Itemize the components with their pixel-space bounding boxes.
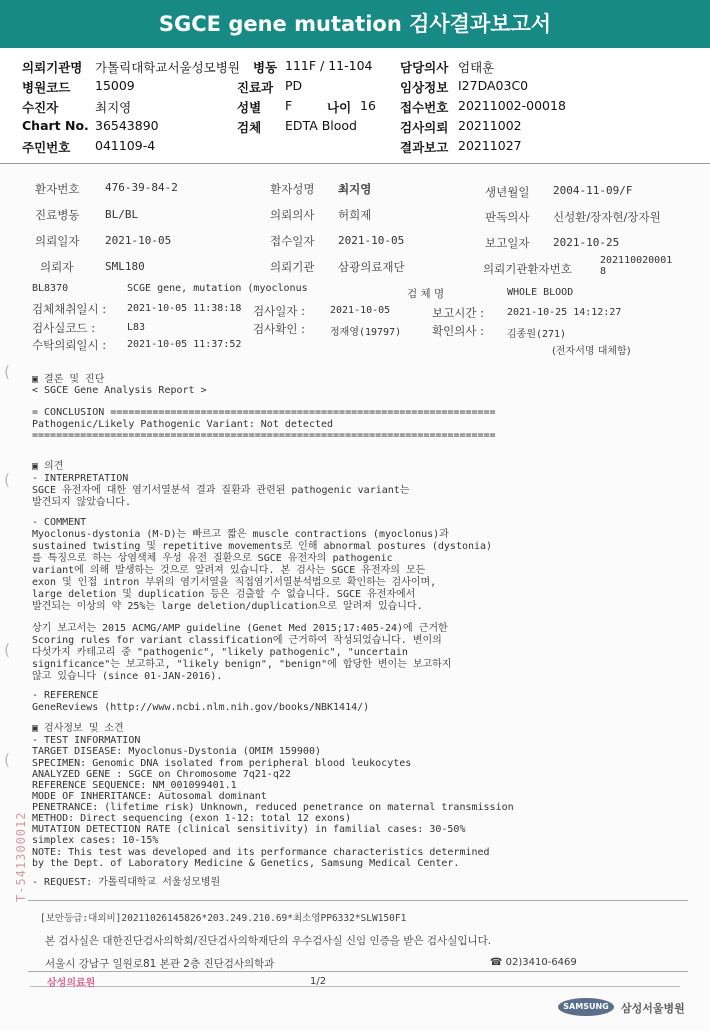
header-label: 의뢰기관명 [22, 60, 83, 75]
report-line: exon 및 인접 intron 부위의 염기서열을 직접염기서열분석법으로 확인하는 검사이며, [32, 577, 437, 588]
report-line: - INTERPRETATION [32, 473, 129, 484]
report-time-label: 보고시간 : [432, 306, 484, 320]
req-doctor-label: 의뢰의사 [270, 208, 315, 222]
header-label: 진료과 [237, 80, 274, 95]
e-sign-note: (전자서명 대체함) [552, 346, 631, 357]
requester: SML180 [105, 260, 145, 273]
report-line: - REQUEST: 가톨릭대학교 서울성모병원 [32, 877, 221, 888]
recv-label: 수탁의뢰일시 : [32, 338, 107, 352]
req-inst: 삼광의료재단 [338, 260, 405, 274]
hole-mark: ( [4, 470, 11, 489]
patient-no-label: 환자번호 [35, 182, 80, 196]
report-line: ▣ 검사정보 및 소견 [32, 723, 124, 734]
test-date-label: 검사일자 : [253, 304, 305, 318]
report-line: METHOD: Direct sequencing (exon 1-12: total 12 exons) [32, 813, 352, 824]
report-line: large deletion 및 duplication 등은 검출할 수 없습니다. SGCE 유전자에서 [32, 589, 416, 600]
header-value: 최지영 [95, 100, 132, 115]
header-label: 임상정보 [400, 80, 449, 95]
report-line: - COMMENT [32, 517, 87, 528]
collect: 2021-10-05 11:38:18 [127, 303, 242, 314]
phone: ☎ 02)3410-6469 [490, 957, 577, 968]
header-value: EDTA Blood [285, 118, 357, 133]
report-line: GeneReviews (http://www.ncbi.nlm.nih.gov/books/NBK1414/) [32, 702, 370, 713]
recv: 2021-10-05 11:37:52 [127, 339, 242, 350]
header-value: 111F / 11-104 [285, 58, 373, 73]
report-line: MODE OF INHERITANCE: Autosomal dominant [32, 791, 267, 802]
collect-label: 검체채취일시 : [32, 302, 107, 316]
report-line: Scoring rules for variant classification에 근거하여 작성되었습니다. 변이의 [32, 635, 442, 646]
report-line: NOTE: This test was developed and its performance characteristics determined [32, 847, 490, 858]
header-label: Chart No. [22, 118, 89, 133]
confirm-label: 검사확인 : [253, 322, 305, 336]
report-line: SGCE 유전자에 대한 염기서열분석 결과 질환과 관련된 pathogenic variant는 [32, 485, 410, 496]
header-value: 가톨릭대학교서울성모병원 [95, 60, 240, 75]
print-line: [보안등급:대외비]20211026145826*203.249.210.69*최소영PP6332*SLW150F1 [40, 913, 407, 924]
confirm: 정재영(19797) [330, 327, 402, 338]
requester-label: 의뢰자 [40, 260, 74, 274]
header-value: 36543890 [95, 118, 159, 133]
test-date: 2021-10-05 [330, 305, 391, 316]
vertical-stamp: T-541300012 [14, 811, 28, 902]
header-value: I27DA03C0 [458, 78, 529, 93]
report-line: variant에 의해 발생하는 것으로 알려져 있습니다. 본 검사는 SGCE 유전자의 모든 [32, 565, 426, 576]
hospital-logo-text: 삼성서울병원 [621, 1002, 685, 1015]
report-line: - TEST INFORMATION [32, 735, 141, 746]
header-value: 041109-4 [95, 138, 156, 153]
req-doctor: 허희제 [338, 208, 372, 222]
header-value: 16 [360, 98, 376, 113]
report-line: REFERENCE SEQUENCE: NM_001099401.1 [32, 780, 237, 791]
reader-label: 판독의사 [485, 210, 530, 224]
report-line: = CONCLUSION ================================================================ [32, 407, 496, 418]
report-title: SGCE gene mutation 검사결과보고서 [0, 0, 710, 48]
report-line: 발견되지 않았습니다. [32, 497, 131, 508]
room: L83 [127, 322, 146, 333]
address: 서울시 강남구 일원로81 본관 2층 진단검사의학과 [45, 958, 275, 970]
header-label: 나이 [327, 100, 352, 115]
ward-label: 진료병동 [35, 208, 80, 222]
patient-no: 476-39-84-2 [105, 181, 178, 194]
footer-divider [30, 986, 680, 987]
reader: 신성환/장자현/장자원 [553, 210, 661, 224]
report-line: TARGET DISEASE: Myoclonus-Dystonia (OMIM 159900) [32, 746, 321, 757]
report-line: Myoclonus-dystonia (M-D)는 빠르고 짧은 muscle contractions (myoclonus)과 [32, 529, 449, 540]
report-line: 상기 보고서는 2015 ACMG/AMP guideline (Genet Med 2015;17:405-24)에 근거한 [32, 623, 448, 634]
report-line: significance"는 보고하고, "likely benign", "benign"에 합당한 변이는 보고하지 [32, 659, 452, 670]
patient-name: 최지영 [338, 182, 372, 196]
samsung-logo: SAMSUNG [558, 998, 614, 1016]
req-date-label: 의뢰일자 [35, 234, 80, 248]
header-label: 수진자 [22, 100, 59, 115]
req-inst-label: 의뢰기관 [270, 260, 315, 274]
report-line: 를 특징으로 하는 상염색체 우성 유전 질환으로 SGCE 유전자의 pathogenic [32, 553, 393, 564]
header-label: 성별 [237, 100, 262, 115]
header-label: 주민번호 [22, 140, 71, 155]
confirm-doc: 김종원(271) [507, 329, 567, 340]
test-name: SCGE gene, mutation (myoclonus [127, 283, 308, 294]
header-label: 결과보고 [400, 140, 449, 155]
cert-line: 본 검사실은 대한진단검사의학회/진단검사의학재단의 우수검사실 신임 인증을 받은 검사실입니다. [45, 935, 492, 947]
header-label: 검체 [237, 120, 262, 135]
header-value: F [285, 98, 293, 113]
report-line: ============================================================================= [32, 430, 496, 441]
inst-patient-no: 202110020001 [600, 255, 673, 266]
report-line: by the Dept. of Laboratory Medicine & Genetics, Samsung Medical Center. [32, 858, 460, 869]
header-label: 검사의뢰 [400, 120, 449, 135]
req-date: 2021-10-05 [105, 234, 172, 247]
page-number: 1/2 [310, 976, 327, 987]
report-line: 않고 있습니다 (since 01-JAN-2016). [32, 671, 223, 682]
hospital-small: 삼성의료원 [47, 978, 96, 989]
header-value: PD [285, 78, 303, 93]
header-value: 20211002-00018 [458, 98, 566, 113]
divider [0, 163, 710, 164]
inst-patient-no-label: 의뢰기관환자번호 [483, 262, 572, 276]
header-value: 엄태훈 [458, 60, 495, 75]
recv-date: 2021-10-05 [338, 234, 405, 247]
report-date-label: 보고일자 [485, 236, 530, 250]
report-line: 발견되는 이상의 약 25%는 large deletion/duplication으로 알려져 있습니다. [32, 601, 423, 612]
header-value: 20211027 [458, 138, 522, 153]
room-label: 검사실코드 : [32, 321, 96, 335]
ward: BL/BL [105, 208, 139, 221]
report-line: ▣ 의견 [32, 461, 64, 472]
report-line: PENETRANCE: (lifetime risk) Unknown, reduced penetrance on maternal transmission [32, 802, 514, 813]
report-line: Pathogenic/Likely Pathogenic Variant: Not detected [32, 419, 334, 430]
header-label: 담당의사 [400, 60, 449, 75]
hole-mark: ( [4, 750, 11, 769]
recv-date-label: 접수일자 [270, 234, 315, 248]
header-value: 15009 [95, 78, 135, 93]
report-line: - REFERENCE [32, 690, 99, 701]
hole-mark: ( [4, 362, 11, 381]
report-line: sustained twisting 및 repetitive movements로 인해 abnormal postures (dystonia) [32, 541, 493, 552]
report-line: SPECIMEN: Genomic DNA isolated from peripheral blood leukocytes [32, 758, 412, 769]
header-label: 병동 [253, 60, 278, 75]
report-line: MUTATION DETECTION RATE (clinical sensitivity) in familial cases: 30-50% [32, 824, 466, 835]
dob: 2004-11-09/F [553, 184, 633, 197]
report-line: simplex cases: 10-15% [32, 835, 159, 846]
header-label: 병원코드 [22, 80, 71, 95]
report-line: < SGCE Gene Analysis Report > [32, 385, 207, 396]
patient-name-label: 환자성명 [270, 182, 315, 196]
specimen-label: 검 체 명 [407, 288, 445, 300]
header-label: 접수번호 [400, 100, 449, 115]
report-time: 2021-10-25 14:12:27 [507, 307, 622, 318]
dob-label: 생년월일 [485, 185, 530, 199]
report-line: ▣ 결론 및 진단 [32, 374, 105, 385]
header-value: 20211002 [458, 118, 522, 133]
test-code: BL8370 [32, 283, 69, 294]
confirm-doc-label: 확인의사 : [432, 324, 484, 338]
report-line: 다섯가지 카테고리 중 "pathogenic", "likely pathogenic", "uncertain [32, 647, 408, 658]
report-line: ANALYZED GENE : SGCE on Chromosome 7q21-q22 [32, 769, 291, 780]
specimen: WHOLE BLOOD [507, 287, 574, 298]
hole-mark: ( [4, 640, 11, 659]
report-date: 2021-10-25 [553, 236, 620, 249]
inst-patient-no-cont: 8 [600, 266, 607, 277]
